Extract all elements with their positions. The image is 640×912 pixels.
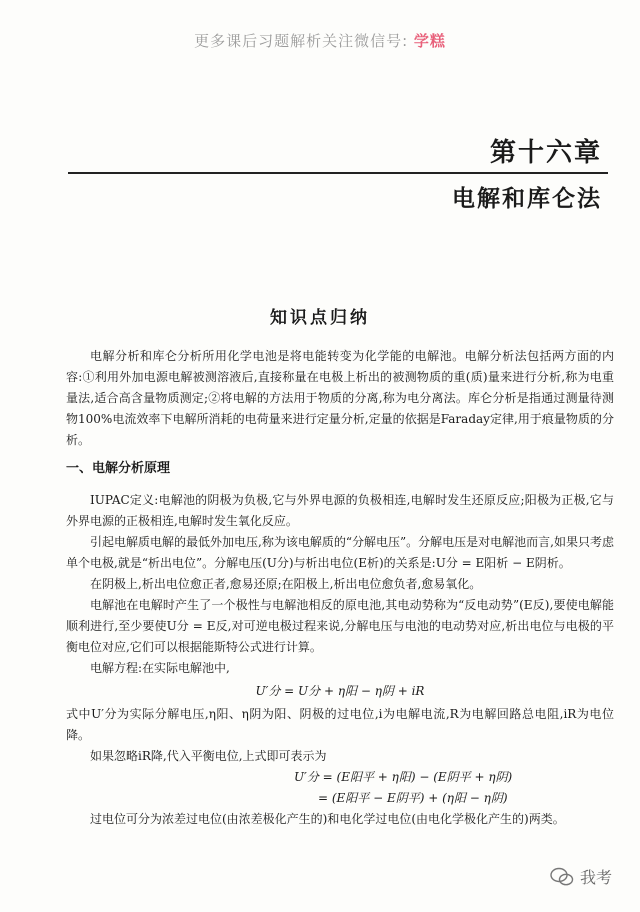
paragraph-electrolysis-equation: 电解方程:在实际电解池中,	[90, 661, 230, 675]
paragraph-formula-terms: 式中U′分为实际分解电压,η阳、η阴为阳、阴极的过电位,i为电解电流,R为电解回路总电阻,iR为电位降。	[66, 707, 614, 742]
chapter-number: 第十六章	[489, 138, 602, 168]
paragraph-decomposition-voltage: 引起电解质电解的最低外加电压,称为该电解质的“分解电压”。分解电压是对电解池而言,如果只考虑单个电极,就是“析出电位”。分解电压(U分)与析出电位(E析)的关系是:U分 = E阳析 − E阴析。	[66, 535, 614, 570]
paragraph-deposition-potential: 在阴极上,析出电位愈正者,愈易还原;在阳极上,析出电位愈负者,愈易氧化。	[90, 577, 482, 591]
paragraph-ignore-ir: 如果忽略iR降,代入平衡电位,上式即可表示为	[90, 749, 327, 763]
intro-paragraph: 电解分析和库仑分析所用化学电池是将电能转变为化学能的电解池。电解分析法包括两方面的内容:①利用外加电源电解被测溶液后,直接称量在电极上析出的被测物质的重(质)量来进行分析,称为电重量法,适合高含量物质测定;②将电解的方法用于物质的分离,称为电分离法。库仑分析是指通过测量待测物100%电流效率下电解所消耗的电荷量来进行定量分析,定量的依据是Faraday定律,用于痕量物质的分析。	[66, 349, 614, 447]
chapter-divider	[68, 172, 608, 174]
paragraph-overpotential-types: 过电位可分为浓差过电位(由浓差极化产生的)和电化学过电位(由电化学极化产生的)两类。	[90, 812, 565, 826]
watermark-text: 更多课后习题解析关注微信号:	[194, 32, 414, 50]
formula-actual-voltage: U′分 = U分 + η阳 − η阴 + iR	[255, 684, 425, 698]
chapter-title: 电解和库仑法	[452, 186, 602, 212]
main-body	[66, 490, 614, 830]
corner-watermark-text: 我考	[579, 868, 612, 887]
wechat-icon	[550, 867, 574, 887]
intro-block	[66, 346, 614, 451]
watermark-brand: 学糕	[413, 32, 446, 50]
section-heading: 知识点归纳	[270, 308, 370, 328]
formula-equilibrium-line1: U′分 = (E阳平 + η阳) − (E阴平 + η阴)	[294, 770, 513, 784]
corner-watermark	[550, 865, 612, 888]
watermark	[0, 30, 640, 51]
paragraph-iupac: IUPAC定义:电解池的阴极为负极,它与外界电源的负极相连,电解时发生还原反应;阳极为正极,它与外界电源的正极相连,电解时发生氧化反应。	[66, 493, 614, 528]
formula-equilibrium-line2: = (E阳平 − E阴平) + (η阳 − η阴)	[318, 791, 508, 805]
subsection-heading: 一、电解分析原理	[66, 461, 171, 476]
paragraph-back-emf: 电解池在电解时产生了一个极性与电解池相反的原电池,其电动势称为“反电动势”(E反),要使电解能顺利进行,至少要使U分 = E反,对可逆电极过程来说,分解电压与电池的电动势对应,析出电位与电极的平衡电位对应,它们可以根据能斯特公式进行计算。	[66, 598, 614, 654]
